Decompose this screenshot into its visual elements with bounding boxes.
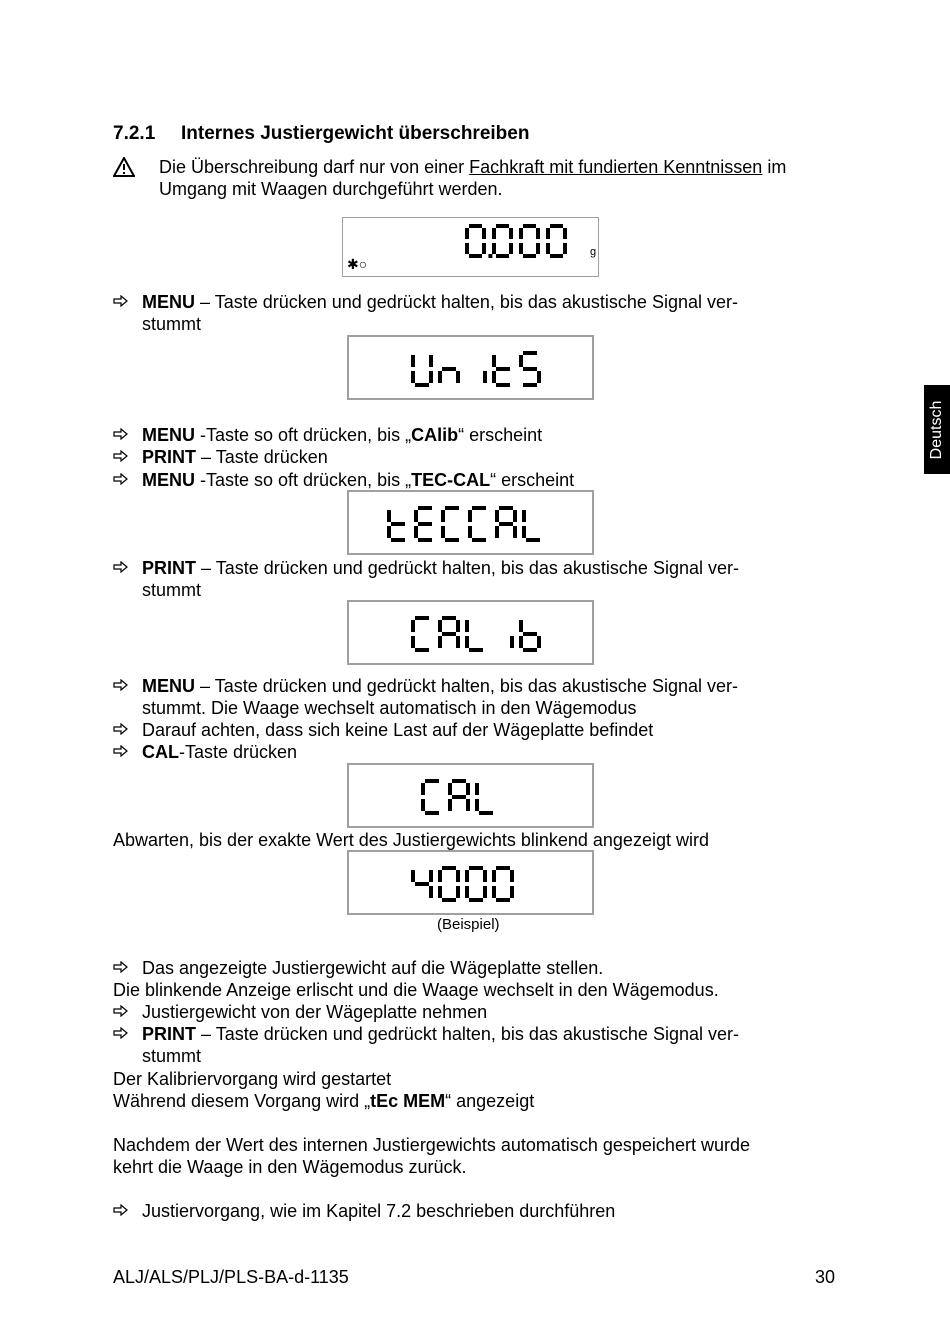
lcd-segment: [429, 371, 433, 383]
lcd-segment: [523, 254, 536, 258]
lcd-segment: [523, 224, 536, 228]
lcd-segment: [519, 636, 523, 648]
lcd-segment: [414, 510, 418, 522]
lcd-segment: [438, 620, 442, 632]
step-12: Justiervorgang, wie im Kapitel 7.2 beschrieben durchführen: [142, 1201, 616, 1221]
bullet-arrow-icon: [113, 1023, 133, 1039]
lcd-segment: [438, 870, 442, 882]
step-8: CAL-Taste drücken: [142, 742, 298, 762]
display-teccal: [347, 490, 594, 555]
lcd-segment: [469, 898, 483, 902]
language-tab-label: Deutsch: [928, 400, 945, 459]
lcd-segment: [456, 636, 460, 648]
lcd-segment: [482, 228, 486, 239]
lcd-segment: [546, 228, 550, 239]
lcd-segment: [513, 526, 517, 538]
lcd-segment: [441, 510, 445, 522]
lcd-segment: [448, 799, 452, 811]
lcd-segment: [425, 811, 439, 815]
step-11: PRINT – Taste drücken und gedrückt halten, bis das akustische Signal ver-: [142, 1024, 739, 1044]
lcd-segment: [391, 538, 405, 542]
lcd-decimal-point: [488, 254, 492, 258]
paragraph-2: Der Kalibriervorgang wird gestartet: [113, 1069, 392, 1089]
lcd-segment: [429, 886, 433, 898]
lcd-segment: [442, 616, 456, 620]
lcd-segment: [387, 510, 391, 522]
bullet-arrow-icon: [113, 291, 133, 307]
lcd-segment: [411, 870, 415, 882]
lcd-segment: [536, 228, 540, 239]
step-6: MENU – Taste drücken und gedrückt halten, bis das akustische Signal ver-: [142, 676, 738, 696]
step-3: PRINT – Taste drücken: [142, 447, 328, 467]
lcd-segment: [509, 228, 513, 239]
lcd-segment: [465, 886, 469, 898]
bullet-arrow-icon: [113, 446, 133, 462]
lcd-segment: [523, 648, 537, 652]
lcd-segment: [510, 886, 514, 898]
display-4000: [347, 850, 594, 915]
lcd-segment: [469, 648, 483, 652]
lcd-segment: [510, 636, 514, 648]
lcd-segment: [421, 783, 425, 795]
wait-text: Abwarten, bis der exakte Wert des Justiergewichts blinkend angezeigt wird: [113, 830, 709, 850]
lcd-segment: [465, 243, 469, 254]
lcd-segment: [411, 636, 415, 648]
display-indicators: ✱○: [347, 256, 368, 272]
display-zero: [342, 217, 599, 277]
lcd-segment: [550, 224, 563, 228]
lcd-segment: [466, 799, 470, 811]
example-caption: (Beispiel): [437, 916, 500, 933]
lcd-segment: [519, 228, 523, 239]
lcd-segment: [510, 870, 514, 882]
language-tab: [924, 385, 950, 474]
lcd-segment: [415, 882, 429, 886]
lcd-segment: [429, 870, 433, 882]
lcd-segment: [415, 383, 429, 387]
lcd-segment: [465, 870, 469, 882]
lcd-segment: [472, 538, 486, 542]
lcd-segment: [523, 367, 537, 371]
warning-text-line2: Umgang mit Waagen durchgeführt werden.: [159, 179, 503, 199]
lcd-segment: [425, 779, 439, 783]
bullet-arrow-icon: [113, 1200, 133, 1216]
lcd-segment: [452, 795, 466, 799]
bullet-arrow-icon: [113, 957, 133, 973]
lcd-segment: [445, 506, 459, 510]
lcd-segment: [469, 224, 482, 228]
lcd-segment: [563, 228, 567, 239]
lcd-segment: [421, 799, 425, 811]
lcd-segment: [546, 243, 550, 254]
warning-text: Die Überschreibung darf nur von einer Fachkraft mit fundierten Kenntnissen im: [159, 157, 787, 177]
lcd-segment: [496, 898, 510, 902]
lcd-segment: [492, 355, 496, 367]
lcd-segment: [496, 224, 509, 228]
lcd-segment: [465, 620, 469, 632]
lcd-segment: [411, 371, 415, 383]
step-4: MENU -Taste so oft drücken, bis „TEC-CAL“ erscheint: [142, 470, 575, 490]
lcd-segment: [499, 522, 513, 526]
warning-triangle-icon: [113, 157, 135, 182]
lcd-segment: [465, 228, 469, 239]
paragraph-1: Die blinkende Anzeige erlischt und die Waage wechselt in den Wägemodus.: [113, 980, 719, 1000]
lcd-segment: [492, 243, 496, 254]
lcd-segment: [469, 866, 483, 870]
lcd-segment: [442, 866, 456, 870]
lcd-segment: [465, 636, 469, 648]
lcd-segment: [414, 526, 418, 538]
bullet-arrow-icon: [113, 469, 133, 485]
lcd-segment: [456, 620, 460, 632]
lcd-segment: [438, 636, 442, 648]
lcd-segment: [448, 783, 452, 795]
lcd-segment: [469, 254, 482, 258]
lcd-segment: [492, 228, 496, 239]
step-1-cont: stummt: [142, 314, 202, 334]
section-title: Internes Justiergewicht überschreiben: [181, 123, 530, 144]
lcd-segment: [418, 538, 432, 542]
lcd-segment: [495, 526, 499, 538]
lcd-segment: [438, 886, 442, 898]
lcd-segment: [522, 526, 526, 538]
lcd-segment: [429, 355, 433, 367]
lcd-segment: [513, 510, 517, 522]
lcd-segment: [452, 779, 466, 783]
paragraph-5: kehrt die Waage in den Wägemodus zurück.: [113, 1157, 467, 1177]
step-10: Justiergewicht von der Wägeplatte nehmen: [142, 1002, 488, 1022]
bullet-arrow-icon: [113, 719, 133, 735]
paragraph-4: Nachdem der Wert des internen Justiergewichts automatisch gespeichert wurde: [113, 1135, 750, 1155]
step-7: Darauf achten, dass sich keine Last auf der Wägeplatte befindet: [142, 720, 654, 740]
lcd-segment: [519, 620, 523, 632]
step-2: MENU -Taste so oft drücken, bis „CAlib“ erscheint: [142, 425, 543, 445]
lcd-segment: [442, 367, 456, 371]
lcd-segment: [526, 538, 540, 542]
lcd-segment: [411, 620, 415, 632]
lcd-segment: [456, 371, 460, 383]
step-5: PRINT – Taste drücken und gedrückt halten, bis das akustische Signal ver-: [142, 558, 739, 578]
lcd-segment: [445, 538, 459, 542]
lcd-segment: [492, 870, 496, 882]
lcd-segment: [483, 870, 487, 882]
lcd-segment: [509, 243, 513, 254]
lcd-segment: [519, 355, 523, 367]
lcd-segment: [492, 886, 496, 898]
lcd-segment: [496, 367, 510, 371]
lcd-segment: [387, 526, 391, 538]
lcd-segment: [483, 371, 487, 383]
lcd-segment: [537, 371, 541, 383]
lcd-segment: [495, 510, 499, 522]
display-calib: [347, 600, 594, 665]
lcd-segment: [475, 799, 479, 811]
lcd-segment: [522, 510, 526, 522]
lcd-segment: [456, 886, 460, 898]
footer-doc-id: ALJ/ALS/PLJ/PLS-BA-d-1135: [113, 1267, 349, 1287]
lcd-segment: [415, 648, 429, 652]
lcd-segment: [496, 254, 509, 258]
lcd-segment: [496, 866, 510, 870]
lcd-segment: [466, 783, 470, 795]
lcd-segment: [523, 383, 537, 387]
step-11-cont: stummt: [142, 1046, 202, 1066]
lcd-segment: [550, 254, 563, 258]
step-1: MENU – Taste drücken und gedrückt halten, bis das akustische Signal ver-: [142, 292, 738, 312]
lcd-segment: [438, 371, 442, 383]
bullet-arrow-icon: [113, 741, 133, 757]
display-cal: [347, 763, 594, 828]
section-number: 7.2.1: [113, 123, 156, 144]
lcd-segment: [523, 632, 537, 636]
lcd-segment: [479, 811, 493, 815]
lcd-segment: [391, 522, 405, 526]
lcd-segment: [418, 522, 432, 526]
lcd-segment: [472, 506, 486, 510]
lcd-segment: [483, 886, 487, 898]
bullet-arrow-icon: [113, 675, 133, 691]
lcd-segment: [563, 243, 567, 254]
warning-link: Fachkraft mit fundierten Kenntnissen: [469, 157, 763, 177]
lcd-segment: [415, 616, 429, 620]
lcd-segment: [411, 355, 415, 367]
lcd-segment: [519, 243, 523, 254]
lcd-segment: [442, 898, 456, 902]
lcd-segment: [468, 510, 472, 522]
step-5-cont: stummt: [142, 580, 202, 600]
lcd-segment: [456, 870, 460, 882]
lcd-segment: [492, 371, 496, 383]
step-9: Das angezeigte Justiergewicht auf die Wägeplatte stellen.: [142, 958, 604, 978]
display-unit: g: [590, 246, 597, 258]
bullet-arrow-icon: [113, 557, 133, 573]
lcd-segment: [523, 351, 537, 355]
lcd-segment: [418, 506, 432, 510]
lcd-segment: [441, 526, 445, 538]
lcd-segment: [536, 243, 540, 254]
bullet-arrow-icon: [113, 1001, 133, 1017]
bullet-arrow-icon: [113, 424, 133, 440]
display-units: [347, 335, 594, 400]
lcd-segment: [468, 526, 472, 538]
lcd-segment: [442, 632, 456, 636]
lcd-segment: [537, 636, 541, 648]
lcd-segment: [482, 243, 486, 254]
step-6-cont: stummt. Die Waage wechselt automatisch in den Wägemodus: [142, 698, 637, 718]
lcd-segment: [499, 506, 513, 510]
footer-page-number: 30: [815, 1267, 836, 1287]
lcd-segment: [475, 783, 479, 795]
lcd-segment: [496, 383, 510, 387]
paragraph-3: Während diesem Vorgang wird „tEc MEM“ angezeigt: [113, 1091, 535, 1111]
